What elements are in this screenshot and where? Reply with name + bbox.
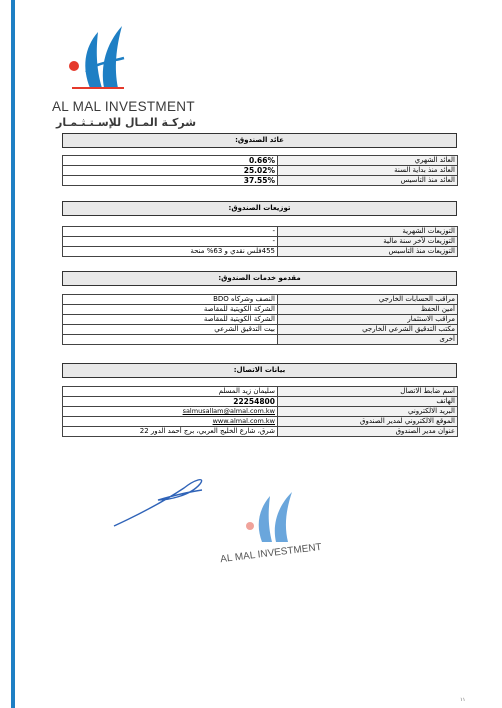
left-accent-bar <box>11 0 15 708</box>
contact-officer-label: اسم ضابط الاتصال <box>278 387 458 397</box>
company-logo <box>52 22 197 132</box>
handwritten-signature <box>110 470 220 530</box>
email-label: البريد الالكتروني <box>278 407 458 417</box>
address-value: شرق، شارع الخليج العربي، برج أحمد الدور 22 <box>63 427 278 437</box>
returns-table <box>62 155 458 186</box>
providers-section-title: مقدمو خدمات الصندوق: <box>62 271 457 286</box>
ytd-return-value: 25.02% <box>63 166 278 176</box>
website-link[interactable]: www.almal.com.kw <box>63 417 278 427</box>
address-label: عنوان مدير الصندوق <box>278 427 458 437</box>
table-row <box>63 305 458 315</box>
monthly-distribution-label: التوزيعات الشهرية <box>278 227 458 237</box>
table-row <box>63 417 458 427</box>
inception-return-value: 37.55% <box>63 176 278 186</box>
other-provider-value <box>63 335 278 345</box>
phone-value: 22254800 <box>63 397 278 407</box>
table-row <box>63 427 458 437</box>
table-row <box>63 237 458 247</box>
providers-table <box>62 294 458 345</box>
external-auditor-label: مراقب الحسابات الخارجي <box>278 295 458 305</box>
table-row <box>63 166 458 176</box>
inception-distribution-value: 455فلس نقدي و 63% منحة <box>63 247 278 257</box>
monthly-return-value: 0.66% <box>63 156 278 166</box>
sharia-audit-value: بيت التدقيق الشرعي <box>63 325 278 335</box>
other-provider-label: أخرى <box>278 335 458 345</box>
phone-label: الهاتف <box>278 397 458 407</box>
stamp-text: AL MAL INVESTMENT <box>219 541 323 566</box>
page-number: ١١ <box>460 697 466 703</box>
sharia-audit-label: مكتب التدقيق الشرعي الخارجي <box>278 325 458 335</box>
monthly-return-label: العائد الشهري <box>278 156 458 166</box>
table-row <box>63 407 458 417</box>
logo-name-en: AL MAL INVESTMENT <box>52 99 195 114</box>
table-row <box>63 295 458 305</box>
table-row <box>63 397 458 407</box>
last-year-distribution-value: - <box>63 237 278 247</box>
external-auditor-value: النصف وشركاه BDO <box>63 295 278 305</box>
table-row <box>63 335 458 345</box>
table-row <box>63 325 458 335</box>
contact-officer-value: سليمان زيد المسلم <box>63 387 278 397</box>
logo-name-ar: شركـة المـال للإسـتـثـمـار <box>56 116 197 129</box>
custodian-value: الشركة الكويتية للمقاصة <box>63 305 278 315</box>
table-row <box>63 227 458 237</box>
returns-section-title: عائد الصندوق: <box>62 133 457 148</box>
table-row <box>63 156 458 166</box>
distributions-table <box>62 226 458 257</box>
inception-return-label: العائد منذ التأسيس <box>278 176 458 186</box>
al-mal-logo-icon <box>60 22 140 98</box>
website-label: الموقع الالكتروني لمدير الصندوق <box>278 417 458 427</box>
table-row <box>63 176 458 186</box>
company-stamp <box>220 488 330 578</box>
contact-table <box>62 386 458 437</box>
table-row <box>63 247 458 257</box>
distributions-section-title: توزيعات الصندوق: <box>62 201 457 216</box>
investment-controller-value: الشركة الكويتية للمقاصة <box>63 315 278 325</box>
table-row <box>63 387 458 397</box>
monthly-distribution-value: - <box>63 227 278 237</box>
investment-controller-label: مراقب الاستثمار <box>278 315 458 325</box>
table-row <box>63 315 458 325</box>
inception-distribution-label: التوزيعات منذ التأسيس <box>278 247 458 257</box>
ytd-return-label: العائد منذ بداية السنة <box>278 166 458 176</box>
custodian-label: أمين الحفظ <box>278 305 458 315</box>
contact-section-title: بيانات الاتصال: <box>62 363 457 378</box>
last-year-distribution-label: التوزيعات لآخر سنة مالية <box>278 237 458 247</box>
email-link[interactable]: salmusallam@almal.com.kw <box>63 407 278 417</box>
stamp-logo-icon <box>238 488 318 548</box>
